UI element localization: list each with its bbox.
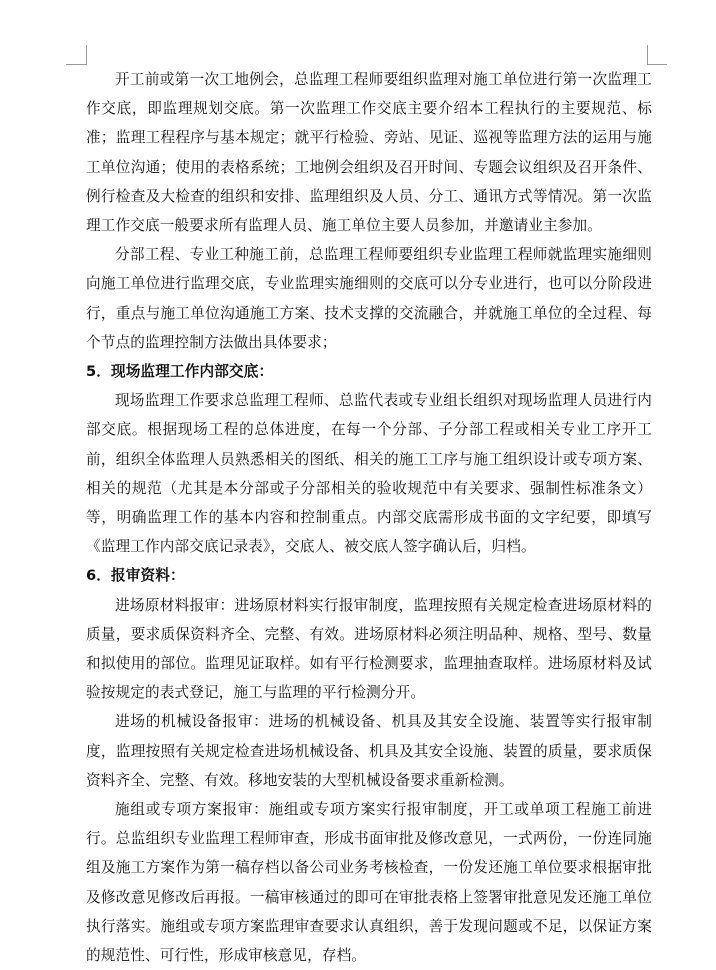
section-heading-submissions: 6．报审资料： xyxy=(86,567,185,585)
section-heading-internal-briefing: 5．现场监理工作内部交底： xyxy=(86,363,274,381)
paragraph-equipment-submission: 进场的机械设备报审：进场的机械设备、机具及其安全设施、装置等实行报审制度，监理按照有关规定检查进场机械设备、机具及其安全设施、装置的质量，要求质保资料齐全、完整、有效。移地安装的大型机械设备要求重新检测。 xyxy=(86,713,652,789)
margin-corner-mark xyxy=(647,45,648,65)
paragraph-materials-submission: 进场原材料报审：进场原材料实行报审制度，监理按照有关规定检查进场原材料的质量，要求质保资料齐全、完整、有效。进场原材料必须注明品种、规格、型号、数量和拟使用的部位。监理见证取样。如有平行检测要求，监理抽查取样。进场原材料及试验按规定的表式登记，施工与监理的平行检测分开。 xyxy=(86,596,652,702)
paragraph-divisional-briefing: 分部工程、专业工种施工前，总监理工程师要组织专业监理工程师就监理实施细则向施工单位进行监理交底，专业监理实施细则的交底可以分专业进行，也可以分阶段进行，重点与施工单位沟通施工方案、技术支撑的交流融合，并就施工单位的全过程、每个节点的监理控制方法做出具体要求； xyxy=(86,246,652,351)
paragraph-first-briefing: 开工前或第一次工地例会，总监理工程师要组织监理对施工单位进行第一次监理工作交底，即监理规划交底。第一次监理工作交底主要介绍本工程执行的主要规范、标准；监理工程程序与基本规定；就平行检验、旁站、见证、巡视等监理方法的运用与施工单位沟通；使用的表格系统；工地例会组织及召开时间、专题会议组织及召开条件、例行检查及大检查的组织和安排、监理组织及人员、分工、通讯方式等情况。第一次监理工作交底一般要求所有监理人员、施工单位主要人员参加，并邀请业主参加。 xyxy=(86,71,652,235)
document-body xyxy=(86,65,652,970)
margin-corner-mark xyxy=(66,64,86,65)
margin-corner-mark xyxy=(86,45,87,65)
paragraph-internal-briefing: 现场监理工作要求总监理工程师、总监代表或专业组长组织对现场监理人员进行内部交底。根据现场工程的总体进度，在每一个分部、子分部工程或相关专业工序开工前，组织全体监理人员熟悉相关的图纸、相关的施工工序与施工组织设计或专项方案、相关的规范（尤其是本分部或子分部相关的验收规范中有关要求、强制性标准条文）等，明确监理工作的基本内容和控制重点。内部交底需形成书面的文字纪要，即填写《监理工作内部交底记录表》，交底人、被交底人签字确认后，归档。 xyxy=(86,392,652,556)
paragraph-plan-submission: 施组或专项方案报审：施组或专项方案实行报审制度，开工或单项工程施工前进行。总监组织专业监理工程师审查，形成书面审批及修改意见，一式两份，一份连同施组及施工方案作为第一稿存档以备公司业务考核检查，一份发还施工单位要求根据审批及修改意见修改后再报。一稿审核通过的即可在审批表格上签署审批意见发还施工单位执行落实。施组或专项方案监理审查要求认真组织，善于发现问题或不足，以保证方案的规范性、可行性，形成审核意见，存档。 xyxy=(86,801,652,965)
